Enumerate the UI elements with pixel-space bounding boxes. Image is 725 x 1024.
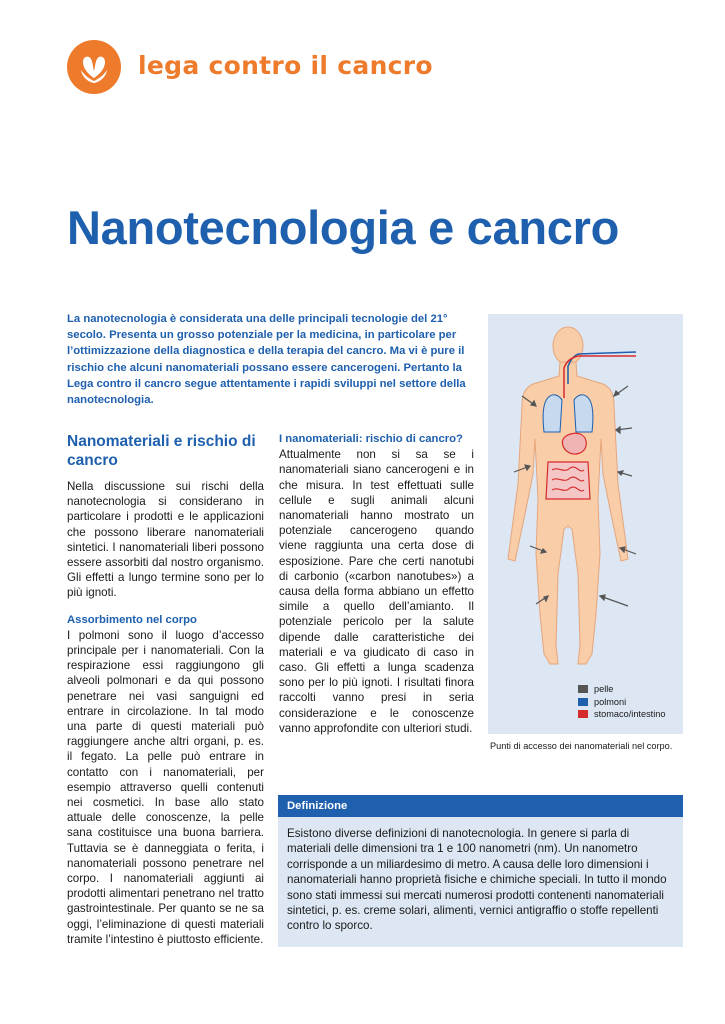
legend-label: stomaco/intestino: [594, 709, 666, 720]
legend-swatch: [578, 698, 588, 706]
brand-name: lega contro il cancro: [138, 51, 433, 80]
page-title: Nanotecnologia e cancro: [67, 201, 620, 254]
legend-swatch: [578, 710, 588, 718]
subheading-absorption: Assorbimento nel corpo: [67, 613, 197, 626]
legend-swatch: [578, 685, 588, 693]
absorption-paragraph: I polmoni sono il luogo d’accesso principale per i nanomateriali. Con la respirazione essi raggiungono gli alveoli polmonari e da qui possono penetrare nei vasi sanguigni ed entrare in circolazione. In tal modo una parte di questi materiali può raggiungere anche altri organi, p. es. il fegato. La pelle può entrare in contatto con i nanomateriali, per esempio attraverso quelli contenuti nei cosmetici. In base allo stato attuale delle conoscenze, la pelle sana costituisce una buona barriera. Tuttavia se è danneggiata o ferita, i nanomateriali possono penetrare nel corpo. I nanomateriali aggiunti ai prodotti alimentari penetrano nel tratto gastrointestinale. Per quanto se ne sa oggi, l’eliminazione di questi materiali tramite l’intestino è piuttosto efficiente.: [67, 628, 264, 946]
lega-logo-icon: [67, 40, 121, 94]
column-left: [67, 432, 264, 947]
human-body-illustration: [488, 314, 683, 734]
legend-label: pelle: [594, 684, 614, 695]
column-middle: [279, 432, 474, 736]
legend-item-pelle: [578, 683, 666, 696]
intro-text: La nanotecnologia è considerata una delle principali tecnologie del 21° secolo. Presenta un grosso potenziale per la medicina, in particolare per l’ottimizzazione della diagnostica e della terapia del cancro. Ma vi è pure il rischio che alcuni nanomateriali possano essere cancerogeni. Pertanto la Lega contro il cancro segue attentamente i rapidi sviluppi nel settore della nanotecnologia.: [67, 313, 466, 407]
definition-header: Definizione: [278, 795, 683, 817]
section-heading: Nanomateriali e rischio di cancro: [67, 433, 256, 469]
definition-text: Esistono diverse definizioni di nanotecnologia. In genere si parla di materiali delle dimensioni tra 1 e 100 nanometri (nm). Un nanometro corrisponde a un miliardesimo di metro. A causa delle loro dimensioni i nanomateriali hanno proprietà fisiche e chimiche speciali. In tutto il mondo sono stati immessi sui mercati numerosi prodotti contenenti nanomateriali sintetici, p. es. creme solari, alimenti, vernici antigraffio o stoffe repellenti contro lo sporco.: [287, 827, 667, 933]
legend-label: polmoni: [594, 696, 627, 707]
legend-item-polmoni: [578, 696, 666, 709]
risk-paragraph: Attualmente non si sa se i nanomateriali siano cancerogeni e in che misura. In test effettuati sulle cellule e sugli animali alcuni nanomateriali hanno mostrato un potenziale cancerogeno quando viene raggiunta una certa dose di esposizione. Pare che certi nanotubi di carbonio («carbon nanotubes») a causa della forma abbiano un effetto simile a quello dell’amianto. Il potenziale pericolo per la salute dipende dalle caratteristiche dei materiali e va giudicato di caso in caso. Gli effetti a lunga scadenza sono per lo più ignoti. I risultati finora raccolti vanno presi in seria considerazione e le conoscenze vanno approfondite con ulteriori studi.: [279, 448, 474, 735]
subheading-risk: I nanomateriali: rischio di cancro?: [279, 433, 463, 445]
definition-box: [278, 795, 683, 947]
figure-caption: Punti di accesso dei nanomateriali nel corpo.: [490, 741, 673, 751]
figure-legend: [578, 683, 666, 721]
legend-item-stomaco: [578, 708, 666, 721]
section-paragraph: Nella discussione sui rischi della nanotecnologia si considerano in particolare i prodotti e le applicazioni che possono liberare nanomateriali sintetici. I nanomateriali liberi possono essere assorbiti dal nostro organismo. Gli effetti a lungo termine sono per lo più ignoti.: [67, 480, 264, 600]
